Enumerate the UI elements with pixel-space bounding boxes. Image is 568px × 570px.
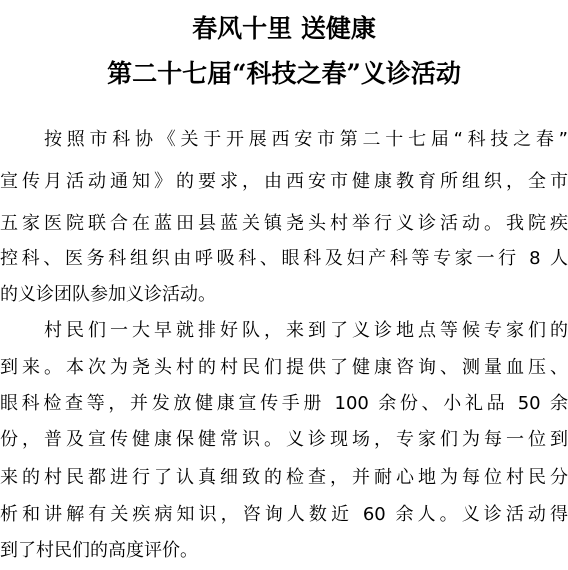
- paragraph-line: 份，普及宣传健康保健常识。义诊现场，专家们为每一位到: [0, 429, 568, 450]
- paragraph-line: 来的村民都进行了认真细致的检查，并耐心地为每位村民分: [0, 467, 568, 488]
- document-title: 春风十里 送健康: [192, 14, 376, 43]
- paragraph-line: 析和讲解有关疾病知识，咨询人数近 60 余人。义诊活动得: [0, 504, 568, 525]
- paragraph-line: 眼科检查等，并发放健康宣传手册 100 余份、小礼品 50 余: [0, 393, 568, 414]
- paragraph-line: 到了村民们的高度评价。: [0, 540, 198, 561]
- paragraph-line: 宣传月活动通知》的要求，由西安市健康教育所组织，全市: [0, 171, 568, 192]
- document-subtitle: 第二十七届“科技之春”义诊活动: [107, 59, 461, 88]
- paragraph-line: 的义诊团队参加义诊活动。: [0, 284, 216, 305]
- paragraph-line: 村民们一大早就排好队，来到了义诊地点等候专家们的: [44, 320, 568, 341]
- paragraph-line: 控科、医务科组织由呼吸科、眼科及妇产科等专家一行 8 人: [0, 248, 568, 269]
- paragraph-line: 到来。本次为尧头村的村民们提供了健康咨询、测量血压、: [0, 357, 568, 378]
- paragraph-line: 按照市科协《关于开展西安市第二十七届“科技之春”: [44, 129, 568, 150]
- paragraph-line: 五家医院联合在蓝田县蓝关镇尧头村举行义诊活动。我院疾: [0, 213, 568, 234]
